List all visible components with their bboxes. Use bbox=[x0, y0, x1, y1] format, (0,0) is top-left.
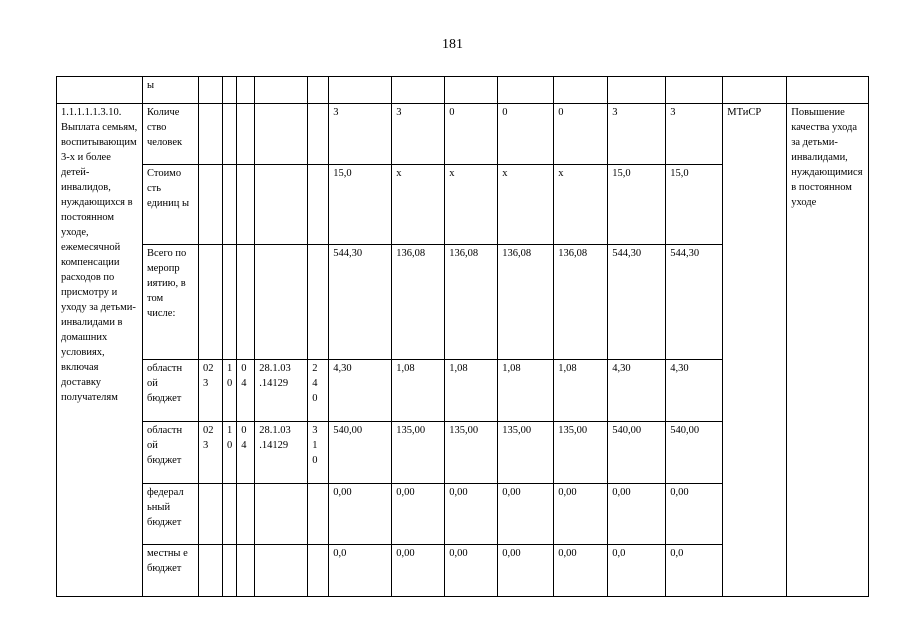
value-cell: 15,0 bbox=[329, 165, 392, 245]
value-cell: 136,08 bbox=[554, 245, 608, 360]
value-cell bbox=[329, 77, 392, 104]
vr-cell bbox=[308, 77, 329, 104]
value-cell: 0,00 bbox=[554, 484, 608, 545]
indicator-cell: местны е бюджет bbox=[143, 545, 199, 597]
value-cell: х bbox=[445, 165, 498, 245]
value-cell: 0,00 bbox=[498, 484, 554, 545]
value-cell bbox=[554, 77, 608, 104]
indicator-cell: Количе ство человек bbox=[143, 104, 199, 165]
indicator-cell: ы bbox=[143, 77, 199, 104]
result-cell bbox=[787, 77, 869, 104]
value-cell: х bbox=[498, 165, 554, 245]
csr-cell bbox=[255, 545, 308, 597]
indicator-cell: областн ой бюджет bbox=[143, 360, 199, 422]
value-cell bbox=[498, 77, 554, 104]
vr-cell bbox=[308, 484, 329, 545]
value-cell: 0,00 bbox=[554, 545, 608, 597]
grbs-cell bbox=[199, 104, 223, 165]
value-cell: 1,08 bbox=[554, 360, 608, 422]
value-cell: 540,00 bbox=[608, 422, 666, 484]
indicator-cell: федерал ьный бюджет bbox=[143, 484, 199, 545]
value-cell bbox=[392, 77, 445, 104]
budget-table bbox=[56, 76, 869, 597]
value-cell: 0,00 bbox=[445, 484, 498, 545]
pr-cell bbox=[237, 484, 255, 545]
value-cell: 0,0 bbox=[666, 545, 723, 597]
value-cell: 135,00 bbox=[554, 422, 608, 484]
csr-cell bbox=[255, 104, 308, 165]
value-cell: 136,08 bbox=[498, 245, 554, 360]
indicator-cell: Стоимо сть единиц ы bbox=[143, 165, 199, 245]
value-cell: 544,30 bbox=[329, 245, 392, 360]
value-cell: 4,30 bbox=[666, 360, 723, 422]
table-row bbox=[57, 104, 869, 165]
rz-cell bbox=[223, 165, 237, 245]
rz-cell bbox=[223, 104, 237, 165]
value-cell: 3 bbox=[329, 104, 392, 165]
pr-cell bbox=[237, 104, 255, 165]
value-cell: 0,00 bbox=[392, 545, 445, 597]
measure-cell bbox=[57, 77, 143, 104]
rz-cell bbox=[223, 245, 237, 360]
measure-name: 1.1.1.1.1.3.10. Выплата семьям, воспитывающим 3-х и более детей-инвалидов, нуждающихся в постоянном уходе, ежемесячной компенсации расходов по присмотру и уходу за детьми-инвалидами в домашних условиях, включая доставку получателям bbox=[57, 104, 143, 597]
value-cell: 0,00 bbox=[666, 484, 723, 545]
value-cell: 135,00 bbox=[498, 422, 554, 484]
value-cell bbox=[608, 77, 666, 104]
vr-cell bbox=[308, 104, 329, 165]
value-cell: х bbox=[392, 165, 445, 245]
pr-cell: 0 4 bbox=[237, 360, 255, 422]
rz-cell bbox=[223, 77, 237, 104]
vr-cell: 3 1 0 bbox=[308, 422, 329, 484]
grbs-cell bbox=[199, 165, 223, 245]
value-cell bbox=[445, 77, 498, 104]
value-cell: 15,0 bbox=[666, 165, 723, 245]
pr-cell bbox=[237, 165, 255, 245]
rz-cell bbox=[223, 484, 237, 545]
indicator-cell: Всего по меропр иятию, в том числе: bbox=[143, 245, 199, 360]
value-cell: 0,0 bbox=[608, 545, 666, 597]
value-cell: 136,08 bbox=[392, 245, 445, 360]
executor-name: МТиСР bbox=[723, 104, 787, 597]
rz-cell: 1 0 bbox=[223, 360, 237, 422]
value-cell: 0 bbox=[445, 104, 498, 165]
value-cell: 15,0 bbox=[608, 165, 666, 245]
grbs-cell: 02 3 bbox=[199, 422, 223, 484]
value-cell: 3 bbox=[392, 104, 445, 165]
value-cell: 4,30 bbox=[329, 360, 392, 422]
value-cell: 0,0 bbox=[329, 545, 392, 597]
value-cell: 0 bbox=[498, 104, 554, 165]
vr-cell bbox=[308, 245, 329, 360]
pr-cell bbox=[237, 245, 255, 360]
csr-cell bbox=[255, 165, 308, 245]
grbs-cell bbox=[199, 545, 223, 597]
value-cell: 3 bbox=[666, 104, 723, 165]
grbs-cell: 02 3 bbox=[199, 360, 223, 422]
value-cell: 0,00 bbox=[498, 545, 554, 597]
csr-cell bbox=[255, 77, 308, 104]
executor-cell bbox=[723, 77, 787, 104]
value-cell bbox=[666, 77, 723, 104]
pr-cell: 0 4 bbox=[237, 422, 255, 484]
value-cell: 544,30 bbox=[608, 245, 666, 360]
value-cell: 135,00 bbox=[392, 422, 445, 484]
value-cell: 136,08 bbox=[445, 245, 498, 360]
csr-cell bbox=[255, 484, 308, 545]
grbs-cell bbox=[199, 484, 223, 545]
csr-cell: 28.1.03 .14129 bbox=[255, 360, 308, 422]
vr-cell bbox=[308, 545, 329, 597]
vr-cell bbox=[308, 165, 329, 245]
value-cell: 540,00 bbox=[666, 422, 723, 484]
value-cell: 0 bbox=[554, 104, 608, 165]
value-cell: 4,30 bbox=[608, 360, 666, 422]
indicator-cell: областн ой бюджет bbox=[143, 422, 199, 484]
value-cell: 540,00 bbox=[329, 422, 392, 484]
value-cell: 0,00 bbox=[608, 484, 666, 545]
pr-cell bbox=[237, 545, 255, 597]
value-cell: 0,00 bbox=[392, 484, 445, 545]
value-cell: 1,08 bbox=[445, 360, 498, 422]
rz-cell bbox=[223, 545, 237, 597]
rz-cell: 1 0 bbox=[223, 422, 237, 484]
expected-result: Повышение качества ухода за детьми-инвалидами, нуждающимися в постоянном уходе bbox=[787, 104, 869, 597]
value-cell: 135,00 bbox=[445, 422, 498, 484]
grbs-cell bbox=[199, 245, 223, 360]
csr-cell bbox=[255, 245, 308, 360]
page-number: 181 bbox=[442, 37, 463, 52]
vr-cell: 2 4 0 bbox=[308, 360, 329, 422]
value-cell: 1,08 bbox=[498, 360, 554, 422]
value-cell: 0,00 bbox=[445, 545, 498, 597]
value-cell: 1,08 bbox=[392, 360, 445, 422]
value-cell: 0,00 bbox=[329, 484, 392, 545]
csr-cell: 28.1.03 .14129 bbox=[255, 422, 308, 484]
value-cell: 3 bbox=[608, 104, 666, 165]
value-cell: х bbox=[554, 165, 608, 245]
value-cell: 544,30 bbox=[666, 245, 723, 360]
pr-cell bbox=[237, 77, 255, 104]
grbs-cell bbox=[199, 77, 223, 104]
table-row bbox=[57, 77, 869, 104]
